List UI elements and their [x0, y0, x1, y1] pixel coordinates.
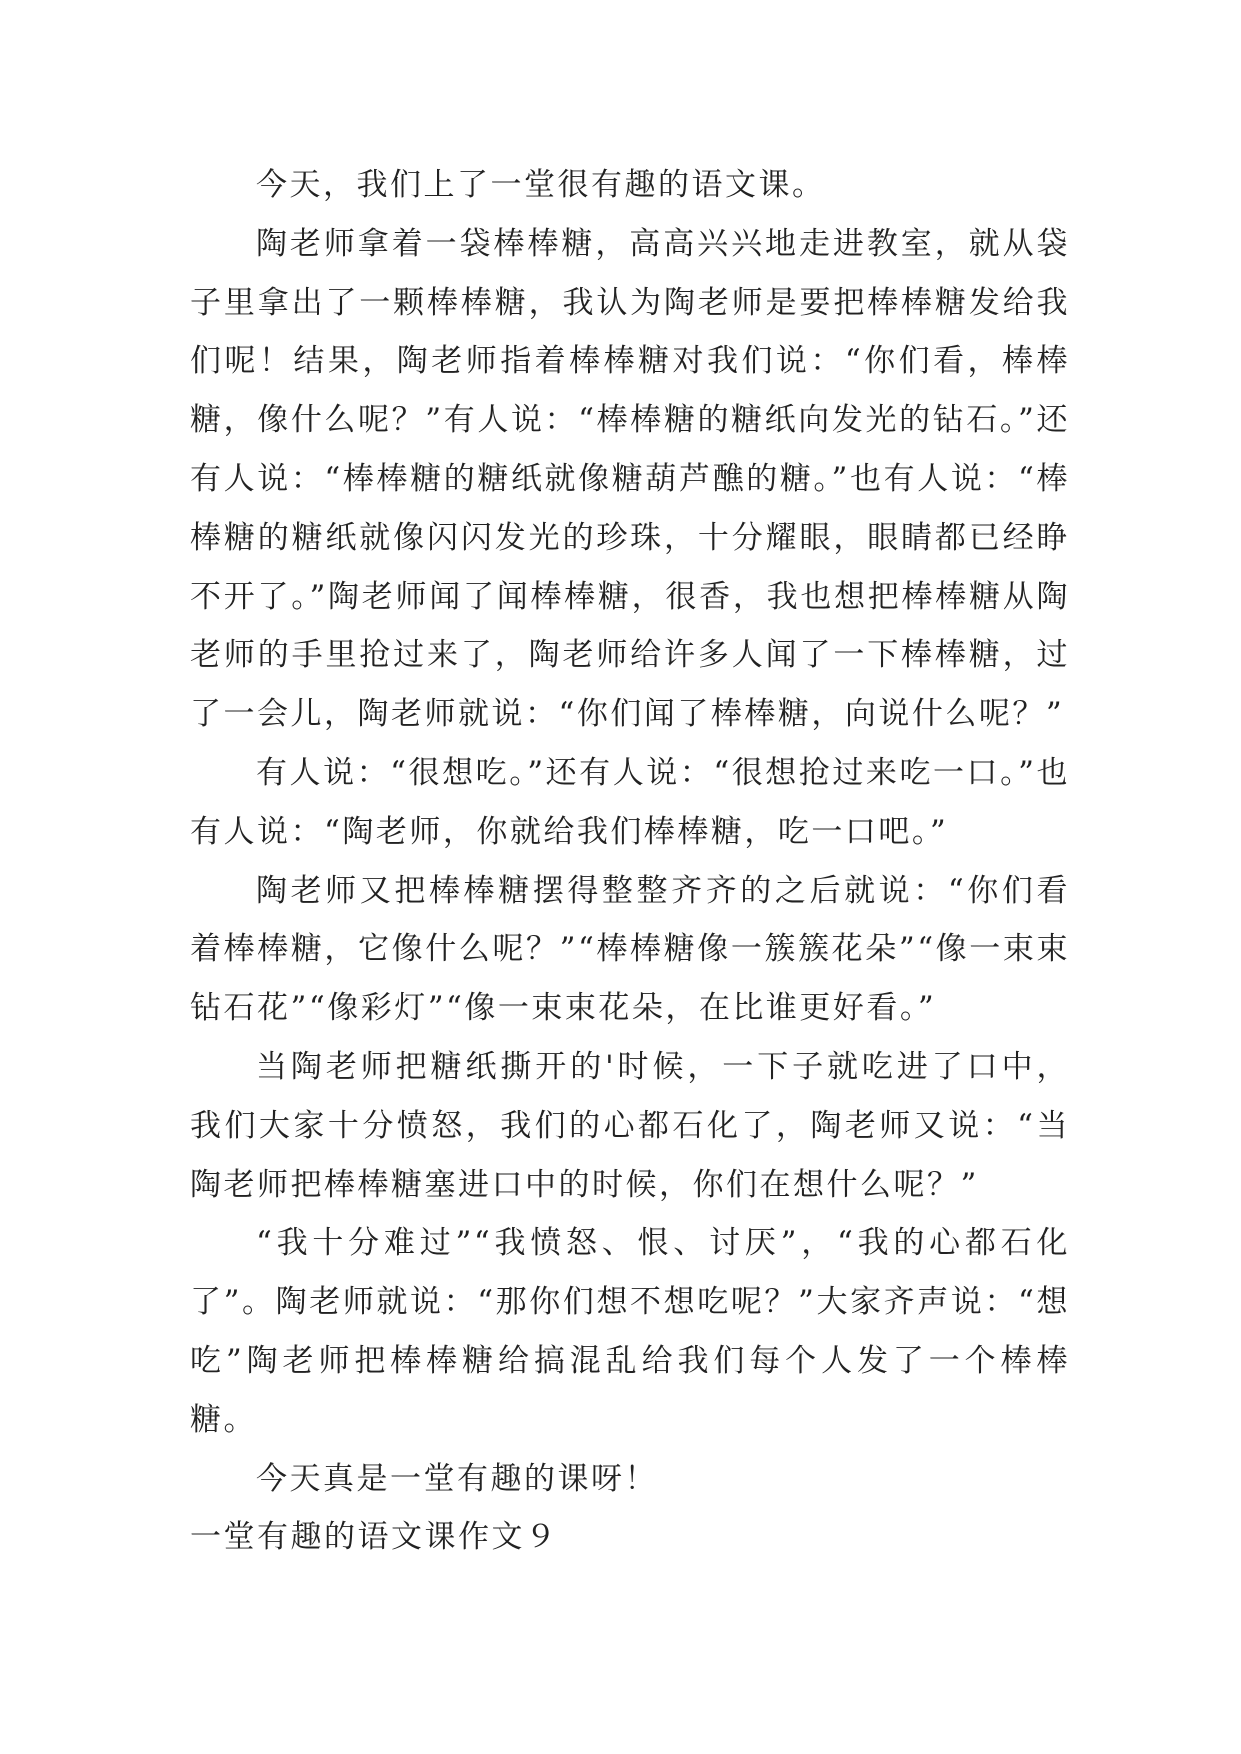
paragraph-4: 陶老师又把棒棒糖摆得整整齐齐的之后就说：“你们看着棒棒糖，它像什么呢？”“棒棒糖像一簇簇花朵”“像一束束钻石花”“像彩灯”“像一束束花朵，在比谁更好看。”	[190, 872, 1070, 1027]
paragraph-5: 当陶老师把糖纸撕开的'时候，一下子就吃进了口中，我们大家十分愤怒，我们的心都石化了，陶老师又说：“当陶老师把棒棒糖塞进口中的时候，你们在想什么呢？”	[190, 1048, 1070, 1203]
next-essay-title: 一堂有趣的语文课作文９	[190, 1519, 559, 1556]
document-body	[190, 156, 1070, 1567]
paragraph-6: “我十分难过”“我愤怒、恨、讨厌”，“我的心都石化了”。陶老师就说：“那你们想不想吃呢？”大家齐声说：“想吃”陶老师把棒棒糖给搞混乱给我们每个人发了一个棒棒糖。	[190, 1225, 1070, 1438]
paragraph-1: 今天，我们上了一堂很有趣的语文课。	[256, 167, 826, 203]
paragraph-3: 有人说：“很想吃。”还有人说：“很想抢过来吃一口。”也有人说：“陶老师，你就给我们棒棒糖，吃一口吧。”	[190, 754, 1070, 850]
paragraph-7: 今天真是一堂有趣的课呀！	[256, 1460, 658, 1497]
paragraph-2: 陶老师拿着一袋棒棒糖，高高兴兴地走进教室，就从袋子里拿出了一颗棒棒糖，我认为陶老师是要把棒棒糖发给我们呢！结果，陶老师指着棒棒糖对我们说：“你们看，棒棒糖，像什么呢？”有人说：“棒棒糖的糖纸向发光的钻石。”还有人说：“棒棒糖的糖纸就像糖葫芦醮的糖。”也有人说：“棒棒糖的糖纸就像闪闪发光的珍珠，十分耀眼，眼睛都已经睁不开了。”陶老师闻了闻棒棒糖，很香，我也想把棒棒糖从陶老师的手里抢过来了，陶老师给许多人闻了一下棒棒糖，过了一会儿，陶老师就说：“你们闻了棒棒糖，向说什么呢？”	[190, 225, 1070, 733]
